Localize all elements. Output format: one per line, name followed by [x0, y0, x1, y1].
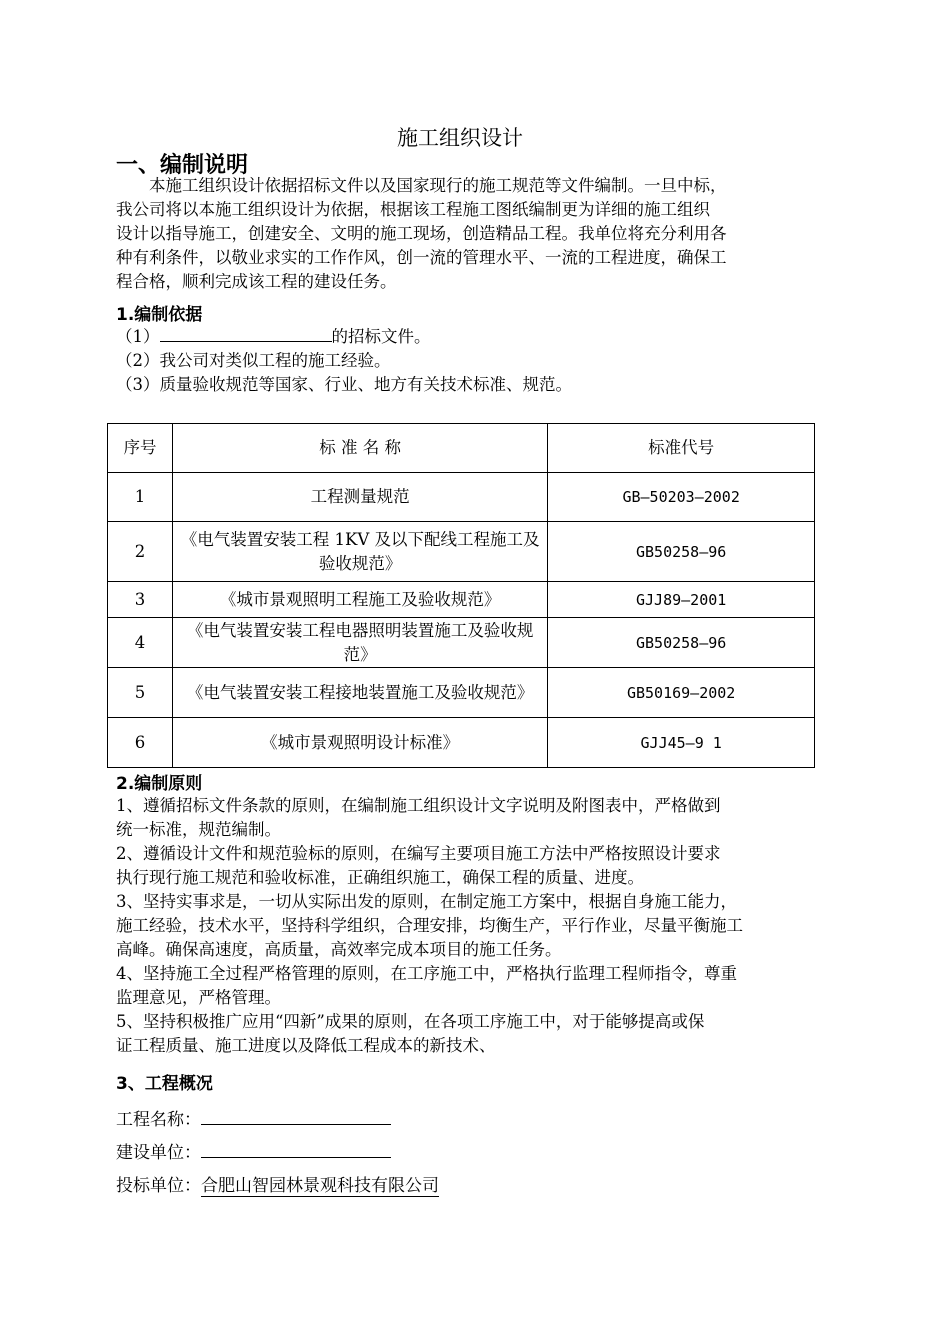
principle-line: 2、遵循设计文件和规范验标的原则，在编写主要项目施工方法中严格按照设计要求 [116, 844, 721, 863]
tender-name-blank [160, 324, 332, 342]
table-row [108, 522, 815, 582]
intro-line: 设计以指导施工，创建安全、文明的施工现场，创造精品工程。我单位将充分利用各 [116, 224, 727, 243]
bidder-label: 投标单位： [116, 1176, 201, 1196]
basis-item-1-prefix: （1） [116, 327, 160, 346]
row-no: 3 [108, 582, 173, 618]
principles-list [116, 794, 820, 1058]
header-code: 标准代号 [548, 424, 815, 473]
principle-line: 1、遵循招标文件条款的原则，在编制施工组织设计文字说明及附图表中，严格做到 [116, 796, 721, 815]
section-heading-compilation: 一、编制说明 [116, 153, 249, 178]
table-row [108, 718, 815, 768]
intro-line: 种有利条件，以敬业求实的工作作风，创一流的管理水平、一流的工程进度，确保工 [116, 248, 727, 267]
overview-heading: 3、工程概况 [116, 1074, 213, 1094]
table-header-row [108, 424, 815, 473]
header-name: 标 准 名 称 [172, 424, 547, 473]
basis-item-2: （2）我公司对类似工程的施工经验。 [116, 351, 391, 370]
table-row [108, 668, 815, 718]
principle-line: 施工经验，技术水平，坚持科学组织，合理安排，均衡生产，平行作业，尽量平衡施工 [116, 916, 743, 935]
row-name: 《城市景观照明设计标准》 [172, 718, 547, 768]
row-no: 2 [108, 522, 173, 582]
principle-line: 统一标准，规范编制。 [116, 820, 281, 839]
row-no: 6 [108, 718, 173, 768]
basis-item-3: （3）质量验收规范等国家、行业、地方有关技术标准、规范。 [116, 375, 572, 394]
project-name-label: 工程名称： [116, 1110, 201, 1130]
row-no: 4 [108, 618, 173, 668]
basis-item-1-suffix: 的招标文件。 [331, 327, 431, 346]
project-name-field [116, 1105, 391, 1130]
intro-paragraph [116, 174, 820, 294]
row-code: GB50169—2002 [548, 668, 815, 718]
row-name: 《电气装置安装工程 1KV 及以下配线工程施工及验收规范》 [172, 522, 547, 582]
row-name: 《城市景观照明工程施工及验收规范》 [172, 582, 547, 618]
principle-line: 证工程质量、施工进度以及降低工程成本的新技术、 [116, 1036, 496, 1055]
row-code: GB50258—96 [548, 618, 815, 668]
table-row [108, 618, 815, 668]
basis-item-1 [116, 324, 820, 349]
bidder-field [116, 1171, 439, 1197]
principle-line: 监理意见，严格管理。 [116, 988, 281, 1007]
intro-line: 本施工组织设计依据招标文件以及国家现行的施工规范等文件编制。一旦中标， [149, 176, 727, 195]
basis-list [116, 324, 820, 397]
row-no: 5 [108, 668, 173, 718]
intro-line: 我公司将以本施工组织设计为依据，根据该工程施工图纸编制更为详细的施工组织 [116, 200, 710, 219]
builder-blank [201, 1140, 391, 1158]
document-title: 施工组织设计 [397, 126, 523, 150]
principle-line: 高峰。确保高速度，高质量，高效率完成本项目的施工任务。 [116, 940, 562, 959]
project-name-blank [201, 1107, 391, 1125]
row-code: GJJ45—9 1 [548, 718, 815, 768]
header-no: 序号 [108, 424, 173, 473]
builder-label: 建设单位： [116, 1143, 201, 1163]
bidder-value: 合肥山智园林景观科技有限公司 [201, 1171, 439, 1197]
row-name: 工程测量规范 [172, 473, 547, 522]
row-name: 《电气装置安装工程接地装置施工及验收规范》 [172, 668, 547, 718]
row-code: GB—50203—2002 [548, 473, 815, 522]
principle-line: 3、坚持实事求是，一切从实际出发的原则，在制定施工方案中，根据自身施工能力， [116, 892, 737, 911]
principles-heading: 2.编制原则 [116, 774, 203, 794]
row-code: GJJ89—2001 [548, 582, 815, 618]
row-no: 1 [108, 473, 173, 522]
row-code: GB50258—96 [548, 522, 815, 582]
builder-field [116, 1138, 391, 1163]
basis-heading: 1.编制依据 [116, 305, 203, 325]
principle-line: 5、坚持积极推广应用“四新”成果的原则，在各项工序施工中，对于能够提高或保 [116, 1012, 705, 1031]
standards-table [107, 423, 815, 768]
principle-line: 4、坚持施工全过程严格管理的原则，在工序施工中，严格执行监理工程师指令，尊重 [116, 964, 737, 983]
principle-line: 执行现行施工规范和验收标准，正确组织施工，确保工程的质量、进度。 [116, 868, 644, 887]
table-row [108, 473, 815, 522]
table-row [108, 582, 815, 618]
row-name: 《电气装置安装工程电器照明装置施工及验收规范》 [172, 618, 547, 668]
intro-line: 程合格，顺利完成该工程的建设任务。 [116, 272, 397, 291]
